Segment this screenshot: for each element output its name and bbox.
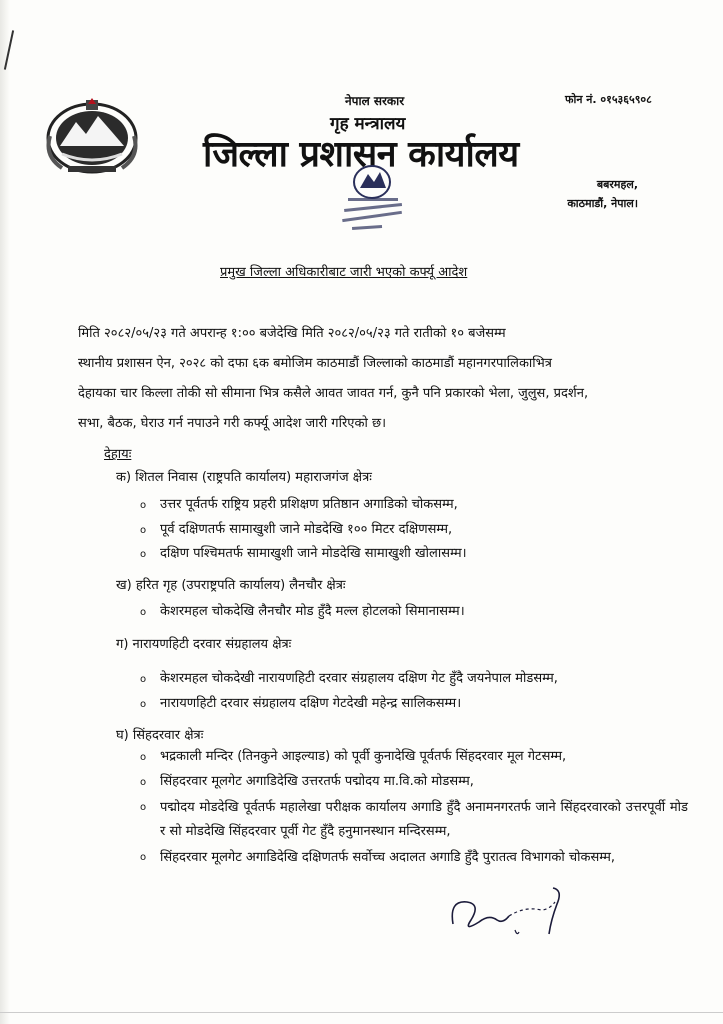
list-item bbox=[140, 494, 458, 512]
list-item bbox=[140, 543, 467, 561]
bullet-icon: o bbox=[140, 674, 147, 685]
list-item-text: पूर्व दक्षिणतर्फ सामाखुशी जाने मोडदेखि १०० मिटर दक्षिणसम्म, bbox=[160, 522, 453, 537]
list-item-text: नारायणहिटी दरवार संग्रहालय दक्षिण गेटदेखी महेन्द्र सालिकसम्म। bbox=[160, 696, 462, 711]
section-heading: क) शितल निवास (राष्ट्रपति कार्यालय) महाराजगंज क्षेत्रः bbox=[116, 470, 372, 485]
list-item-text: केशरमहल चोकदेखि लैनचौर मोड हुँदै मल्ल होटलको सिमानासम्म। bbox=[160, 604, 465, 619]
list-item-text: दक्षिण पश्चिमतर्फ सामाखुशी जाने मोडदेखि सामाखुशी खोलासम्म। bbox=[160, 546, 467, 561]
section-heading: ख) हरित गृह (उपराष्ट्रपति कार्यालय) लैनचौर क्षेत्रः bbox=[116, 578, 346, 593]
nepal-emblem-icon bbox=[42, 96, 142, 176]
bullet-icon: o bbox=[140, 852, 147, 863]
list-item-text: सिंहदरवार मूलगेट अगाडिदेखि दक्षिणतर्फ सर्वोच्च अदालत अगाडि हुँदै पुरातत्व विभागको चोकसम्म, bbox=[160, 850, 616, 865]
list-item bbox=[140, 846, 688, 870]
list-item-text: सिंहदरवार मूलगेट अगाडिदेखि उत्तरतर्फ पद्मोदय मा.वि.को मोडसम्म, bbox=[160, 774, 474, 789]
intro-paragraph bbox=[78, 319, 688, 439]
bullet-icon: o bbox=[140, 549, 147, 560]
bullet-icon: o bbox=[140, 752, 147, 763]
address-line1: बबरमहल, bbox=[596, 178, 638, 191]
office-address bbox=[542, 175, 638, 213]
list-item bbox=[140, 668, 558, 686]
list-item-text: पद्मोदय मोडदेखि पूर्वतर्फ महालेखा परीक्षक कार्यालय अगाडि हुँदै अनामनगरतर्फ जाने सिंहदरवारको उत्तरपूर्वी मोड र सो मोडदेखि सिंहदरवार पूर्वी गेट हुँदै हनुमानस्थान मन्दिरसम्म, bbox=[160, 800, 688, 839]
phone-number: फोन नं. ०१५३६५९०८ bbox=[565, 93, 652, 106]
section-heading: ग) नारायणहिटी दरवार संग्रहालय क्षेत्रः bbox=[116, 637, 292, 652]
intro-line: देहायका चार किल्ला तोकी सो सीमाना भित्र कसैले आवत जावत गर्न, कुनै पनि प्रकारको भेला, जुलुस, प्रदर्शन, bbox=[78, 386, 589, 401]
list-item-text: उत्तर पूर्वतर्फ राष्ट्रिय प्रहरी प्रशिक्षण प्रतिष्ठान अगाडिको चोकसम्म, bbox=[160, 497, 458, 512]
signature-icon bbox=[445, 880, 575, 940]
list-item bbox=[140, 601, 465, 619]
list-item-text: केशरमहल चोकदेखी नारायणहिटी दरवार संग्रहालय दक्षिण गेट हुँदै जयनेपाल मोडसम्म, bbox=[160, 671, 558, 686]
list-item bbox=[140, 771, 474, 789]
bullet-icon: o bbox=[140, 607, 147, 618]
address-line2: काठमाडौं, नेपाल। bbox=[567, 197, 638, 210]
scan-edge bbox=[0, 0, 10, 1024]
bullet-icon: o bbox=[140, 525, 147, 536]
office-title: जिल्ला प्रशासन कार्यालय bbox=[203, 134, 519, 175]
list-item bbox=[140, 519, 452, 537]
government-label: नेपाल सरकार bbox=[345, 94, 405, 108]
bullet-icon: o bbox=[140, 777, 147, 788]
dehay-heading: देहायः bbox=[104, 447, 132, 462]
intro-line: स्थानीय प्रशासन ऐन, २०२८ को दफा ६क बमोजिम काठमाडौं जिल्लाको काठमाडौं महानगरपालिकाभित्र bbox=[78, 356, 552, 371]
ministry-label: गृह मन्त्रालय bbox=[330, 114, 406, 134]
bullet-icon: o bbox=[140, 699, 147, 710]
intro-line: मिति २०८२/०५/२३ गते अपरान्ह १:०० बजेदेखि मिति २०८२/०५/२३ गते रातीको १० बजेसम्म bbox=[78, 326, 506, 341]
document-subject: प्रमुख जिल्ला अधिकारीबाट जारी भएको कर्फ्यू आदेश bbox=[220, 265, 468, 280]
section-heading: घ) सिंहदरवार क्षेत्रः bbox=[116, 728, 204, 743]
list-item bbox=[140, 746, 566, 764]
list-item-text: भद्रकाली मन्दिर (तिनकुने आइल्याड) को पूर्वी कुनादेखि पूर्वतर्फ सिंहदरवार मूल गेटसम्म, bbox=[160, 749, 567, 764]
list-item bbox=[140, 693, 461, 711]
scan-artifact bbox=[0, 1012, 723, 1013]
bullet-icon: o bbox=[140, 802, 147, 813]
office-stamp-icon bbox=[338, 160, 410, 240]
intro-line: सभा, बैठक, घेराउ गर्न नपाउने गरी कर्फ्यू आदेश जारी गरिएको छ। bbox=[78, 416, 387, 431]
list-item bbox=[140, 796, 688, 844]
bullet-icon: o bbox=[140, 500, 147, 511]
